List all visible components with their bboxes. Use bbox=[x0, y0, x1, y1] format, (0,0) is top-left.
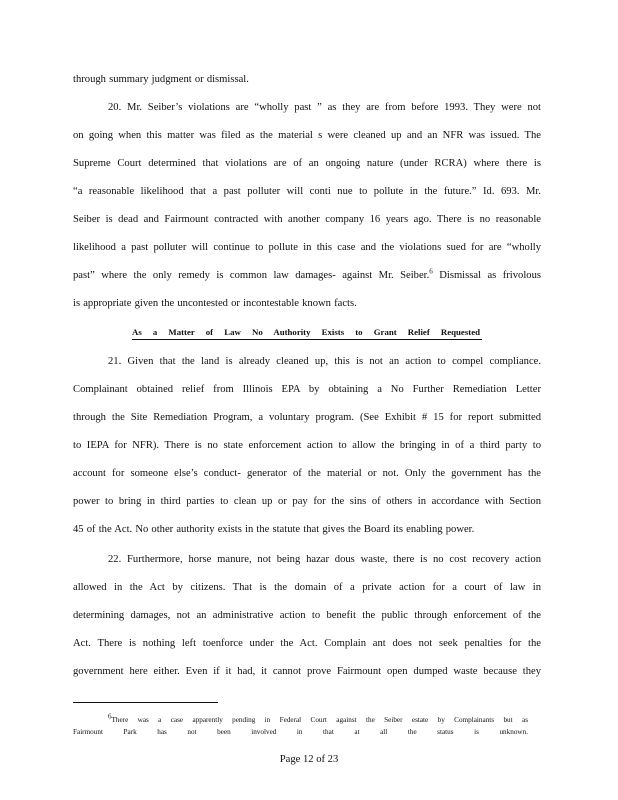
footnote-line-1 bbox=[108, 712, 528, 725]
paragraph-21-line-3: through the Site Remediation Program, a voluntary program. (See Exhibit # 15 for report submitted bbox=[73, 412, 541, 423]
paragraph-20-line-7-tail: Dismissal as frivolous bbox=[432, 270, 541, 281]
paragraph-21-line-4: to IEPA for NFR). There is no state enforcement action to allow the bringing in of a third party to bbox=[73, 440, 541, 451]
paragraph-21-line-6: power to bring in third parties to clean up or pay for the sins of others in accordance with Section bbox=[73, 496, 541, 507]
footnote-marker: 6 bbox=[108, 712, 112, 721]
paragraph-20-line-3: Supreme Court determined that violations are of an ongoing nature (under RCRA) where there is bbox=[73, 158, 541, 169]
paragraph-22-line-4: Act. There is nothing left toenforce under the Act. Complain ant does not seek penalties for the bbox=[73, 638, 541, 649]
paragraph-20-line-6: likelihood a past polluter will continue to pollute in this case and the violations sued for are “wholly bbox=[73, 242, 541, 253]
heading-underline bbox=[132, 339, 482, 340]
paragraph-20-line-2: on going when this matter was filed as the material s were cleaned up and an NFR was issued. The bbox=[73, 130, 541, 141]
paragraph-21-line-1: 21. Given that the land is already cleaned up, this is not an action to compel compliance. bbox=[108, 356, 541, 367]
paragraph-21-line-7: 45 of the Act. No other authority exists in the statute that gives the Board its enabling power. bbox=[73, 524, 475, 535]
paragraph-20-line-8: is appropriate given the uncontested or incontestable known facts. bbox=[73, 298, 357, 309]
paragraph-22-line-5: government here either. Even if it had, it cannot prove Fairmount open dumped waste because they bbox=[73, 666, 541, 677]
paragraph-22-line-3: determining damages, not an administrative action to benefit the public through enforcement of the bbox=[73, 610, 541, 621]
paragraph-22-line-1: 22. Furthermore, horse manure, not being hazar dous waste, there is no cost recovery action bbox=[108, 554, 541, 565]
paragraph-21-line-5: account for someone else’s conduct- generator of the material or not. Only the government has the bbox=[73, 468, 541, 479]
paragraph-20-line-7-text: past” where the only remedy is common law damages- against Mr. Seiber. bbox=[73, 270, 430, 281]
section-heading: As a Matter of Law No Authority Exists to Grant Relief Requested bbox=[132, 327, 480, 337]
paragraph-20-line-7 bbox=[73, 269, 541, 283]
body-line-1: through summary judgment or dismissal. bbox=[73, 74, 249, 85]
paragraph-21-line-2: Complainant obtained relief from Illinois EPA by obtaining a No Further Remediation Letter bbox=[73, 384, 541, 395]
paragraph-20-line-1: 20. Mr. Seiber’s violations are “wholly past ” as they are from before 1993. They were not bbox=[108, 102, 541, 113]
footnote-line-1-text: There was a case apparently pending in Federal Court against the Seiber estate by Complainants but as bbox=[111, 716, 528, 724]
paragraph-22-line-2: allowed in the Act by citizens. That is the domain of a private action for a court of law in bbox=[73, 582, 541, 593]
paragraph-20-line-5: Seiber is dead and Fairmount contracted with another company 16 years ago. There is no reasonable bbox=[73, 214, 541, 225]
footnote-reference: 6 bbox=[429, 267, 433, 276]
footnote-separator bbox=[73, 702, 218, 703]
page-number: Page 12 of 23 bbox=[279, 754, 339, 765]
footnote-line-2: Fairmount Park has not been involved in that at all the status is unknown. bbox=[73, 728, 528, 736]
paragraph-20-line-4: “a reasonable likelihood that a past polluter will conti nue to pollute in the future.” Id. 693. Mr. bbox=[73, 186, 541, 197]
